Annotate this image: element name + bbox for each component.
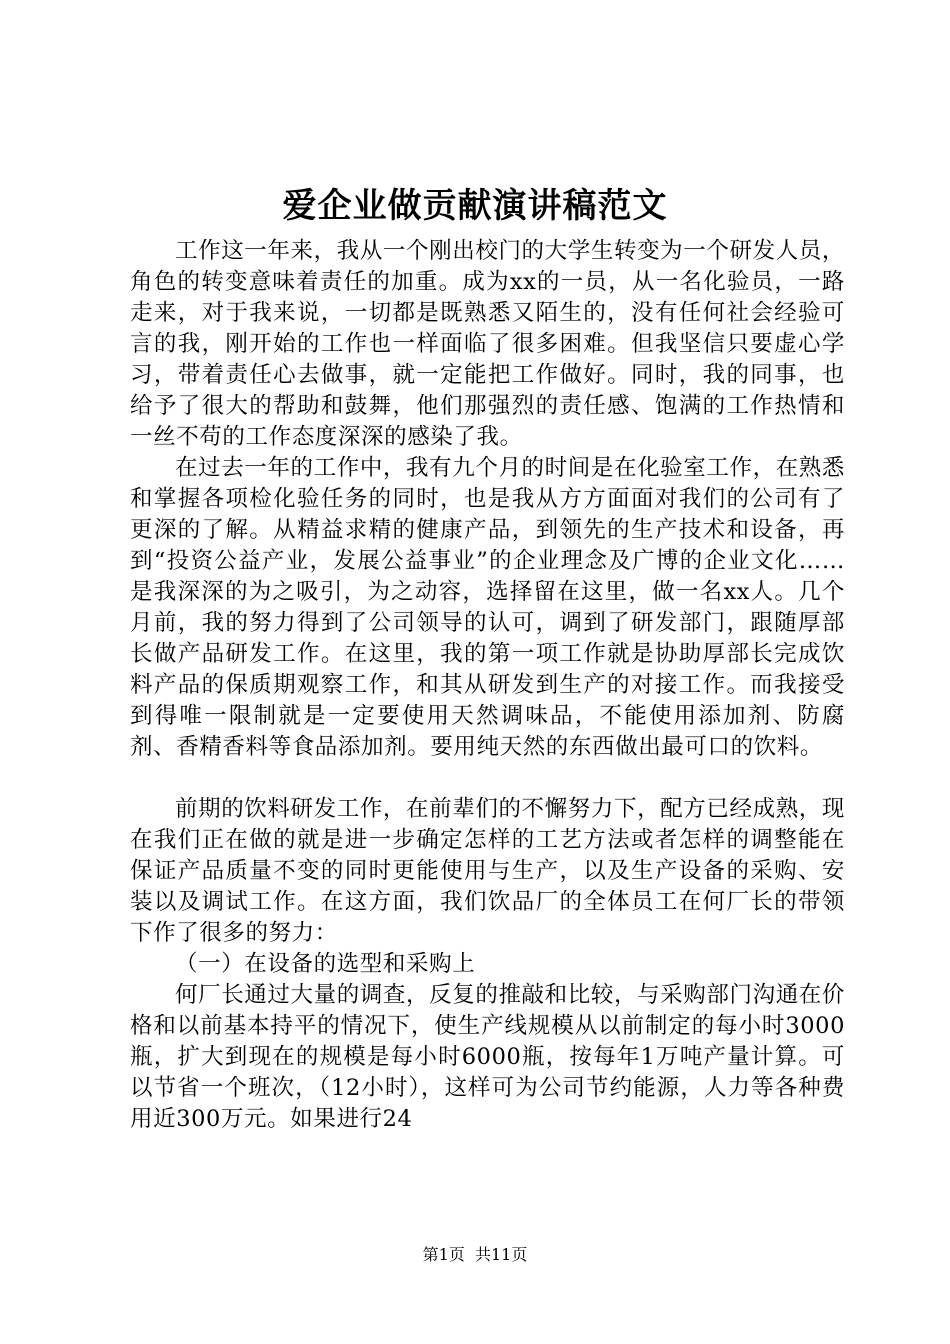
section-heading-1: （一）在设备的选型和采购上 <box>175 951 476 977</box>
paragraph-2: 在过去一年的工作中，我有九个月的时间是在化验室工作，在熟悉和掌握各项检化验任务的同时，也是我从方方面面对我们的公司有了更深的了解。从精益求精的健康产品，到领先的生产技术和设备，再到“投资公益产业，发展公益事业”的企业理念及广博的企业文化……是我深深的为之吸引，为之动容，选择留在这里，做一名xx人。几个月前，我的努力得到了公司领导的认可，调到了研发部门，跟随厚部长做产品研发工作。在这里，我的第一项工作就是协助厚部长完成饮料产品的保质期观察工作，和其从研发到生产的对接工作。而我接受到得唯一限制就是一定要使用天然调味品，不能使用添加剂、防腐剂、香精香料等食品添加剂。要用纯天然的东西做出最可口的饮料。 <box>130 455 845 760</box>
paragraph-1: 工作这一年来，我从一个刚出校门的大学生转变为一个研发人员，角色的转变意味着责任的加重。成为xx的一员，从一名化验员，一路走来，对于我来说，一切都是既熟悉又陌生的，没有任何社会经验可言的我，刚开始的工作也一样面临了很多困难。但我坚信只要虚心学习，带着责任心去做事，就一定能把工作做好。同时，我的同事，也给予了很大的帮助和鼓舞，他们那强烈的责任感、饱满的工作热情和一丝不苟的工作态度深深的感染了我。 <box>130 238 845 450</box>
document-title: 爱企业做贡献演讲稿范文 <box>282 186 668 226</box>
page-footer: 第1页 共11页 <box>422 1245 528 1264</box>
paragraph-4: 何厂长通过大量的调查，反复的推敲和比较，与采购部门沟通在价格和以前基本持平的情况下，使生产线规模从以前制定的每小时3000瓶，扩大到现在的规模是每小时6000瓶，按每年1万吨产量计算。可以节省一个班次，（12小时），这样可为公司节约能源，人力等各种费用近300万元。如果进行24 <box>130 982 845 1132</box>
document-body <box>130 236 845 1135</box>
paragraph-3: 前期的饮料研发工作，在前辈们的不懈努力下，配方已经成熟，现在我们正在做的就是进一步确定怎样的工艺方法或者怎样的调整能在保证产品质量不变的同时更能使用与生产，以及生产设备的采购、安装以及调试工作。在这方面，我们饮品厂的全体员工在何厂长的带领下作了很多的努力： <box>130 796 845 946</box>
